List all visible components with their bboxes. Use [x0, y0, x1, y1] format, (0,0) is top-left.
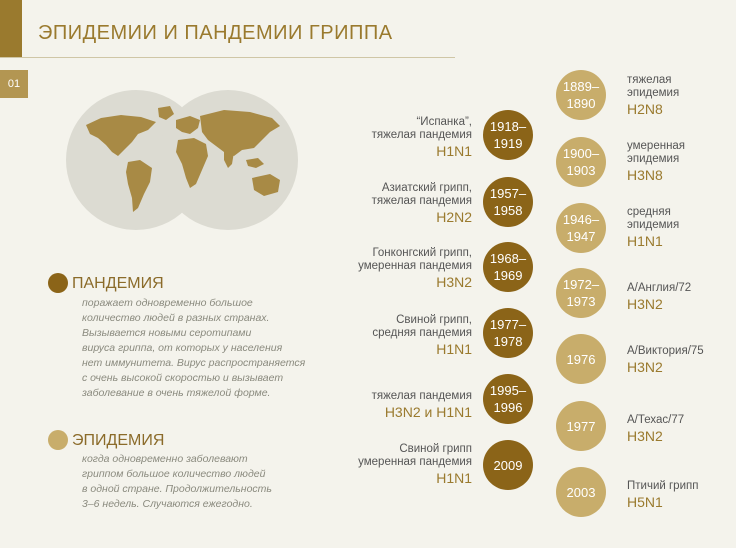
pandemic-years-circle: 2009 [483, 440, 533, 490]
pandemic-strain: H1N1 [436, 143, 472, 159]
continents-graphic [66, 90, 298, 230]
epidemic-description: А/Англия/72 [627, 282, 692, 294]
epidemic-strain: H2N8 [627, 101, 663, 117]
epidemic-description: Птичий грипп [627, 480, 699, 492]
pandemic-years-circle: 1918– 1919 [483, 110, 533, 160]
page-title: ЭПИДЕМИИ И ПАНДЕМИИ ГРИППА [38, 22, 393, 44]
pandemic-description: Свиной грипп умеренная пандемия [358, 443, 472, 468]
pandemic-entry [292, 390, 472, 421]
epidemic-years-circle: 1977 [556, 401, 606, 451]
pandemic-years-circle: 1977– 1978 [483, 308, 533, 358]
pandemic-entry [292, 182, 472, 226]
pandemic-years-circle: 1968– 1969 [483, 242, 533, 292]
pandemic-entry [292, 443, 472, 487]
epidemic-years-circle: 1972– 1973 [556, 268, 606, 318]
epidemic-description: средняя эпидемия [627, 206, 680, 231]
pandemic-heading-text: ПАНДЕМИЯ [72, 275, 164, 292]
epidemic-heading [72, 432, 164, 450]
epidemic-strain: H3N2 [627, 359, 663, 375]
epidemic-definition: когда одновременно заболевают гриппом большое количество людей в одной стране. Продолжительность 3–6 недель. Случаются ежегодно. [82, 453, 272, 510]
epidemic-strain: H3N2 [627, 428, 663, 444]
epidemic-legend-dot [48, 430, 68, 450]
epidemic-years-circle: 1946– 1947 [556, 203, 606, 253]
epidemic-description: А/Техас/77 [627, 414, 685, 426]
pandemic-description: Гонконгский грипп, умеренная пандемия [358, 247, 472, 272]
pandemic-heading [72, 275, 164, 293]
pandemic-description: Азиатский грипп, тяжелая пандемия [371, 182, 472, 207]
epidemic-entry [627, 140, 685, 184]
pandemic-strain: H1N1 [436, 470, 472, 486]
epidemic-description: тяжелая эпидемия [627, 74, 680, 99]
header-accent-bar [0, 0, 22, 57]
epidemic-entry [627, 206, 679, 250]
epidemic-heading-text: ЭПИДЕМИЯ [72, 432, 165, 449]
pandemic-entry [292, 116, 472, 160]
pandemic-definition: поражает одновременно большое количество людей в разных странах. Вызывается новыми серотипами вируса гриппа, от которых у населения нет иммунитета. Вирус распространяется с очень высокой скоростью и вызывает заболевание в очень тяжелой форме. [82, 297, 306, 399]
epidemic-years-circle: 1900– 1903 [556, 137, 606, 187]
epidemic-years-circle: 2003 [556, 467, 606, 517]
epidemic-entry [627, 282, 691, 313]
pandemic-strain: H3N2 [436, 274, 472, 290]
pandemic-entry [292, 247, 472, 291]
epidemic-strain: H3N8 [627, 167, 663, 183]
pandemic-years-circle: 1995– 1996 [483, 374, 533, 424]
epidemic-description: умеренная эпидемия [627, 140, 686, 165]
epidemic-description: А/Виктория/75 [627, 345, 704, 357]
epidemic-entry [627, 74, 679, 118]
pandemic-strain: H3N2 и H1N1 [384, 404, 472, 420]
pandemic-entry [292, 314, 472, 358]
epidemic-strain: H5N1 [627, 494, 663, 510]
page-number-badge: 01 [0, 70, 28, 98]
pandemic-description: “Испанка”, тяжелая пандемия [371, 116, 472, 141]
epidemic-strain: H3N2 [627, 296, 663, 312]
epidemic-years-circle: 1889– 1890 [556, 70, 606, 120]
pandemic-description: Свиной грипп, средняя пандемия [372, 314, 472, 339]
epidemic-entry [627, 414, 684, 445]
world-map [66, 90, 298, 230]
pandemic-years-circle: 1957– 1958 [483, 177, 533, 227]
epidemic-strain: H1N1 [627, 233, 663, 249]
pandemic-strain: H2N2 [436, 209, 472, 225]
title-divider [0, 57, 455, 58]
pandemic-description: тяжелая пандемия [371, 390, 472, 402]
epidemic-entry [627, 480, 698, 511]
pandemic-strain: H1N1 [436, 341, 472, 357]
epidemic-years-circle: 1976 [556, 334, 606, 384]
pandemic-legend-dot [48, 273, 68, 293]
epidemic-entry [627, 345, 704, 376]
